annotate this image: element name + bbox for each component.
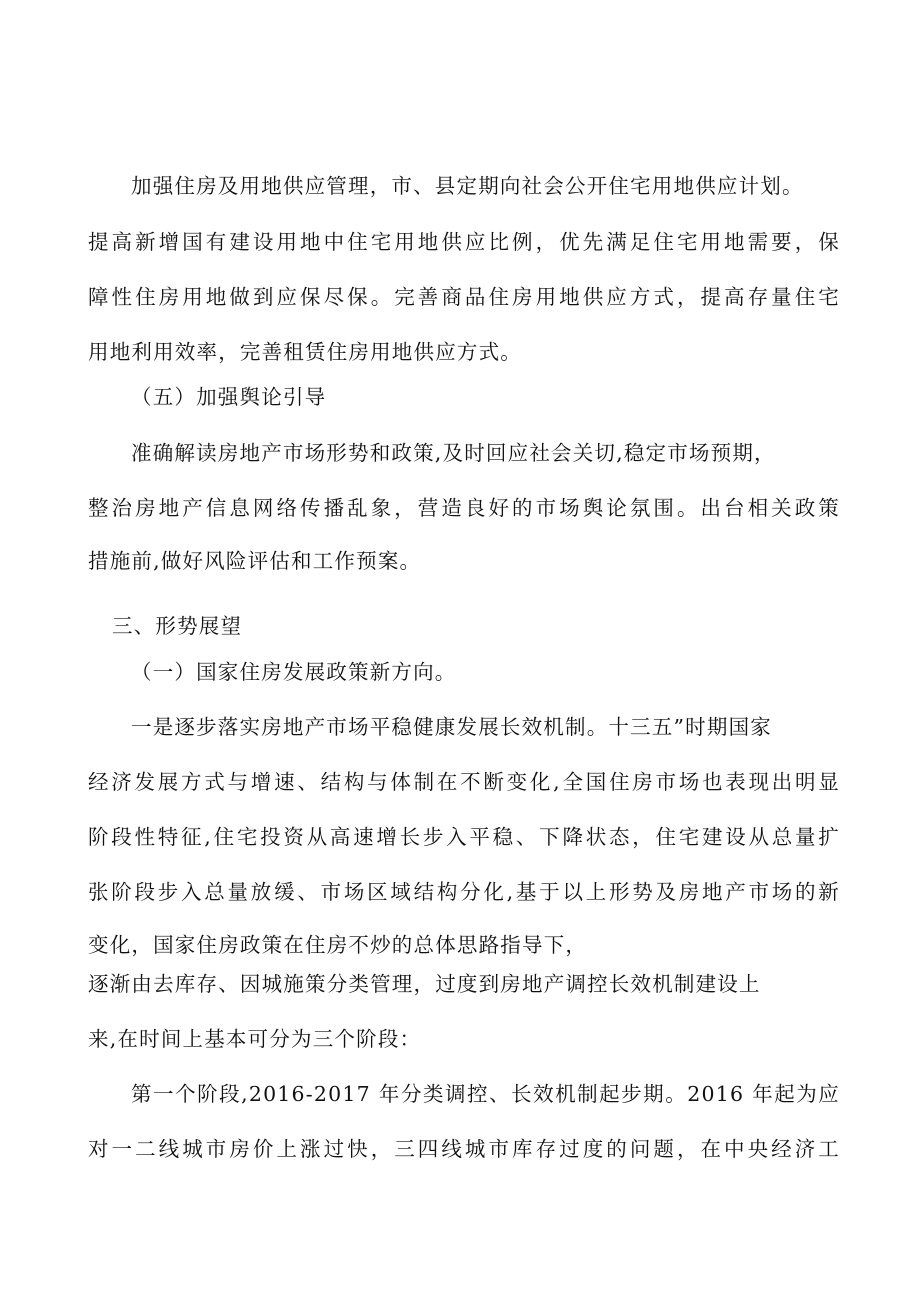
paragraph-1-line-2: 提高新增国有建设用地中住宅用地供应比例，优先满足住宅用地需要，保 [88,230,840,254]
paragraph-3-line-3: 阶段性特征,住宅投资从高速增长步入平稳、下降状态，住宅建设从总量扩 [88,825,840,849]
section-heading-5: （五）加强舆论引导 [131,385,327,409]
paragraph-1-line-3: 障性住房用地做到应保尽保。完善商品住房用地供应方式，提高存量住宅 [88,285,840,309]
paragraph-2-line-3: 措施前,做好风险评估和工作预案。 [88,549,422,573]
paragraph-3-line-7: 来,在时间上基本可分为三个阶段： [88,1027,422,1051]
paragraph-2-line-2: 整治房地产信息网络传播乱象，营造良好的市场舆论氛围。出台相关政策 [88,496,840,520]
paragraph-1-line-1: 加强住房及用地供应管理，市、县定期向社会公开住宅用地供应计划。 [131,174,804,198]
paragraph-3-line-2: 经济发展方式与增速、结构与体制在不断变化,全国住房市场也表现出明显 [88,770,840,794]
chapter-heading-3: 三、形势展望 [112,614,243,638]
paragraph-3-line-1: 一是逐步落实房地产市场平稳健康发展长效机制。十三五”时期国家 [131,715,772,739]
paragraph-3-line-4: 张阶段步入总量放缓、市场区域结构分化,基于以上形势及房地产市场的新 [88,880,840,904]
paragraph-3-line-6: 逐渐由去库存、因城施策分类管理，过度到房地产调控长效机制建设上 [88,972,761,996]
paragraph-2-line-1: 准确解读房地产市场形势和政策,及时回应社会关切,稳定市场预期， [131,441,776,465]
section-heading-1: （一）国家住房发展政策新方向。 [131,660,457,684]
paragraph-1-line-4: 用地利用效率，完善租赁住房用地供应方式。 [88,340,522,364]
paragraph-4-line-2: 对一二线城市房价上涨过快，三四线城市库存过度的问题，在中央经济工 [88,1137,840,1161]
paragraph-3-line-5: 变化，国家住房政策在住房不炒的总体思路指导下， [88,933,588,957]
paragraph-4-line-1: 第一个阶段,2016-2017 年分类调控、长效机制起步期。2016 年起为应 [131,1082,840,1106]
